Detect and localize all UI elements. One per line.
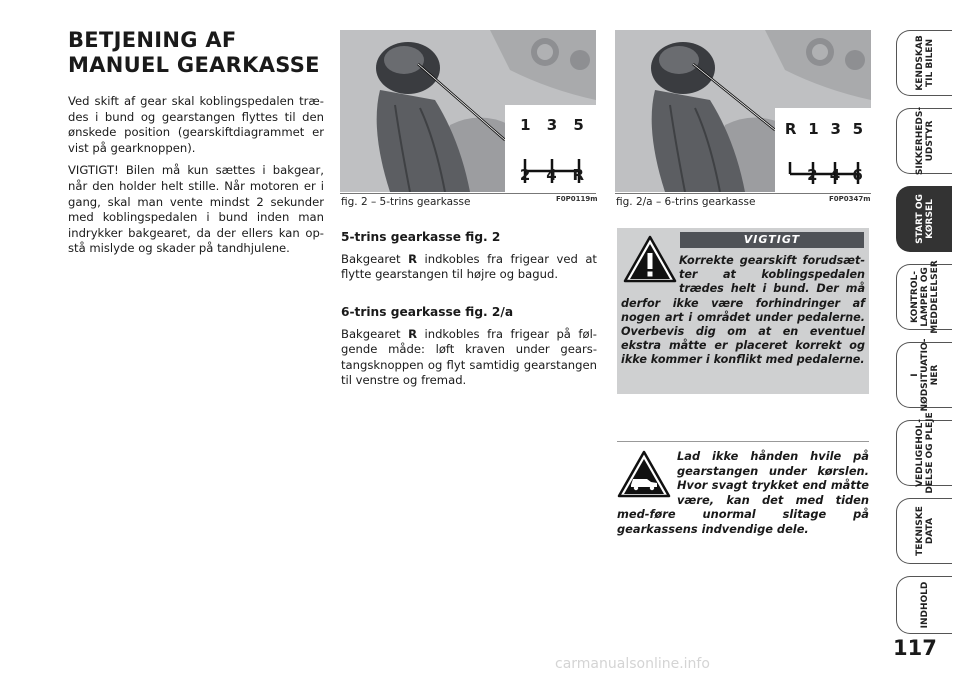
tab-label: SIKKERHEDS- UDSTYR (914, 106, 935, 176)
page-number: 117 (893, 636, 937, 660)
gear-label: 4 (829, 166, 841, 184)
tab-label: KENDSKAB TIL BILEN (914, 35, 935, 91)
page-title (68, 28, 328, 78)
reverse-gear-label: R (408, 326, 417, 341)
gear-label: 3 (830, 120, 841, 138)
tab-label: TEKNISKE DATA (914, 506, 935, 556)
text-run: Bakgearet (341, 251, 409, 266)
warning-text (621, 254, 865, 368)
gear-label: 2 (807, 166, 818, 184)
gear-label: 1 (520, 116, 531, 134)
figure-code: F0P0347m (829, 195, 871, 203)
figure-code: F0P0119m (556, 195, 598, 203)
shift-diagram-6 (779, 120, 869, 186)
figure-divider (615, 193, 871, 194)
note-body: Lad ikke hånden hvile på gearstangen under kørslen. Hvor svagt trykket end måtte være, kan det med tiden med-føre unormal slitage på gearkassens indvendige dele. (617, 449, 869, 536)
tab-start-og-korsel[interactable] (896, 186, 952, 252)
title-line-2: MANUEL GEARKASSE (68, 53, 320, 77)
gear-label: R (784, 120, 797, 138)
text-run: indkobles fra frigear ved at flytte gearstangen til højre og bagud. (341, 251, 597, 282)
gear-label: 4 (546, 166, 557, 184)
figure-caption: fig. 2/a – 6-trins gearkasse (616, 196, 756, 208)
intro-paragraph-2: VIGTIGT! Bilen må kun sættes i bakgear, når den holder helt stille. Når motoren er i gang, skal man vente mindst 2 sekunder med koblingspedalen i bund inden man indrykker bakgearet, da der ellers kan op-stå mislyde og skader på tandhjulene. (68, 163, 324, 256)
tab-kendskab-til-bilen[interactable] (896, 30, 952, 96)
section-heading: 5-trins gearkasse fig. 2 (341, 230, 501, 244)
tab-label: I NØDSITUATIO- NER (909, 338, 940, 412)
tab-tekniske-data[interactable] (896, 498, 952, 564)
section-text (341, 327, 597, 389)
tab-label: START OG KØRSEL (914, 194, 935, 244)
warning-body: Korrekte gearskift forudsæt-ter at koblingspedalen trædes helt i bund. Der må derfor ikke være forhindringer af nogen art i området under pedalerne. Overbevis dig om at en eventuel ekstra måtte er placeret korrekt og ikke kommer i konflikt med pedalerne. (621, 254, 865, 367)
section-heading: 6-trins gearkasse fig. 2/a (341, 305, 514, 319)
text-run: Bakgearet (341, 326, 409, 341)
tab-label: INDHOLD (919, 581, 930, 629)
tab-vedligeholdelse[interactable] (896, 412, 952, 494)
intro-text (68, 94, 324, 264)
section-text (341, 252, 597, 283)
gear-label: 1 (808, 120, 819, 138)
intro-paragraph-1: Ved skift af gear skal koblingspedalen træ-des i bund og gearstangen flyttes til den ønskede position (gearskiftdiagrammet er vist på gearknoppen). (68, 94, 324, 155)
warning-badge: VIGTIGT (680, 232, 864, 248)
warning-box (617, 228, 869, 394)
tab-sikkerhedsudstyr[interactable] (896, 108, 952, 174)
tab-label: KONTROL- LAMPER OG MEDDELELSER (909, 260, 940, 334)
gear-label: 2 (519, 166, 531, 184)
gear-label: 6 (852, 166, 863, 184)
tab-kontrollamper[interactable] (896, 260, 952, 334)
gear-label: 5 (573, 116, 584, 134)
gear-label: 3 (546, 116, 558, 134)
gear-label: R (572, 166, 585, 184)
text-run: indkobles fra frigear på føl-gende måde: løft kraven under gears-tangsknoppen og flyt samtidig gearstangen til venstre og fremad. (341, 326, 597, 388)
tab-label: VEDLIGEHOL- DELSE OG PLEJE (914, 412, 935, 494)
section-5-speed (341, 230, 597, 283)
watermark: carmanualsonline.info (555, 656, 710, 672)
figure-caption: fig. 2 – 5-trins gearkasse (341, 196, 471, 208)
figure-6-speed-gearbox (615, 30, 871, 192)
shift-diagram-5 (512, 116, 592, 186)
tab-nodsituationer[interactable] (896, 338, 952, 412)
reverse-gear-label: R (408, 251, 417, 266)
title-line-1: BETJENING AF (68, 28, 237, 52)
section-6-speed (341, 305, 597, 389)
gear-label: 5 (852, 120, 864, 138)
note-divider (617, 441, 869, 442)
vehicle-warning-icon (617, 449, 671, 499)
tab-indhold[interactable] (896, 576, 952, 634)
figure-divider (340, 193, 596, 194)
figure-5-speed-gearbox (340, 30, 596, 192)
